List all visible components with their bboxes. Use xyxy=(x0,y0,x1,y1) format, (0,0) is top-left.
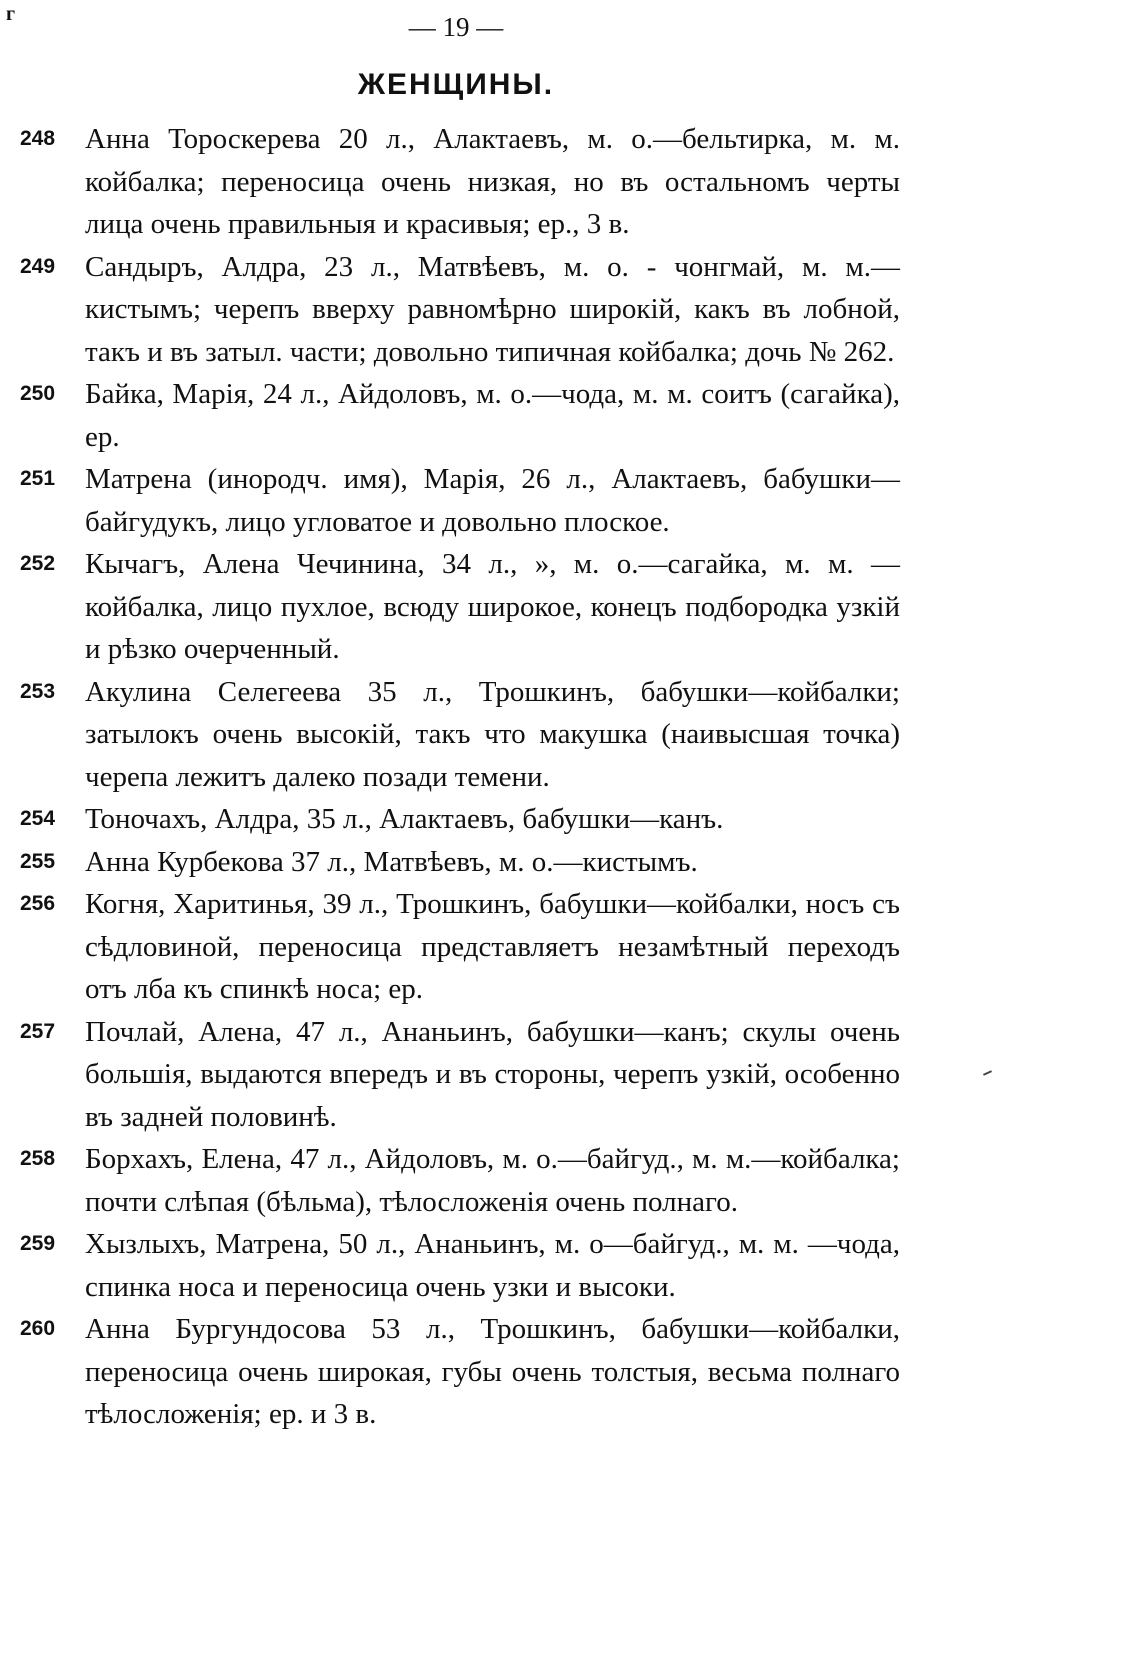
entry-number: 249 xyxy=(20,254,56,278)
entry-number: 259 xyxy=(20,1232,56,1255)
list-item xyxy=(0,373,1140,458)
entry-number: 258 xyxy=(20,1147,56,1170)
list-item xyxy=(0,543,1140,671)
list-item xyxy=(0,798,1140,841)
entry-text: Анна Бургундосова 53 л., Трошкинъ, бабушки—койбалки, переносица очень широкая, губы очень толстыя, весьма полнаго тѣлосложенія; ер. и 3 в. xyxy=(85,1313,900,1430)
entry-text: Матрена (инородч. имя), Марія, 26 л., Алактаевъ, бабушки—байгудукъ, лицо угловатое и довольно плоское. xyxy=(85,463,900,538)
list-item xyxy=(0,246,1140,374)
entry-text: Когня, Харитинья, 39 л., Трошкинъ, бабушки—койбалки, носъ съ сѣдловиной, переносица представляетъ незамѣтный переходъ отъ лба къ спинкѣ носа; ер. xyxy=(85,888,900,1005)
entry-number: 254 xyxy=(20,807,56,830)
list-item xyxy=(0,841,1140,884)
entry-text: Анна Курбекова 37 л., Матвѣевъ, м. о.—кистымъ. xyxy=(85,845,698,878)
list-item xyxy=(0,671,1140,799)
corner-mark: г xyxy=(6,3,16,25)
section-title: ЖЕНЩИНЫ. xyxy=(357,68,555,101)
entry-number: 255 xyxy=(20,849,56,873)
entry-text: Тоночахъ, Алдра, 35 л., Алактаевъ, бабушки—канъ. xyxy=(85,803,724,835)
list-item xyxy=(0,883,1140,1011)
list-item xyxy=(0,1138,1140,1223)
entry-text: Сандыръ, Алдра, 23 л., Матвѣевъ, м. о. - чонгмай, м. м.— кистымъ; черепъ вверху равномѣрно широкій, какъ въ лобной, такъ и въ затыл. части; довольно типичная койбалка; дочь № 262. xyxy=(85,250,900,368)
entry-text: Почлай, Алена, 47 л., Ананьинъ, бабушки—канъ; скулы очень большія, выдаются впередъ и въ стороны, черепъ узкій, особенно въ задней половинѣ. xyxy=(85,1015,900,1133)
entry-number: 250 xyxy=(20,382,56,405)
entry-text: Акулина Селегеева 35 л., Трошкинъ, бабушки—койбалки; затылокъ очень высокій, такъ что макушка (наивысшая точка) черепа лежитъ далеко позади темени. xyxy=(85,675,900,793)
entry-number: 253 xyxy=(20,679,56,703)
entry-number: 252 xyxy=(20,552,56,575)
list-item xyxy=(0,1011,1140,1139)
entry-number: 257 xyxy=(20,1019,56,1043)
entry-text: Хызлыхъ, Матрена, 50 л., Ананьинъ, м. о—байгуд., м. м. —чода, спинка носа и переносица очень узки и высоки. xyxy=(85,1228,900,1303)
entry-number: 260 xyxy=(20,1317,56,1340)
entry-number: 256 xyxy=(20,892,56,915)
entry-list xyxy=(0,118,1140,1436)
page-number: — 19 — xyxy=(408,12,504,42)
entry-text: Борхахъ, Елена, 47 л., Айдоловъ, м. о.—байгуд., м. м.—койбалка; почти слѣпая (бѣльма), тѣлосложенія очень полнаго. xyxy=(85,1143,900,1218)
entry-number: 248 xyxy=(20,127,56,150)
entry-text: Анна Тороскерева 20 л., Алактаевъ, м. о.—бельтирка, м. м. койбалка; переносица очень низкая, но въ остальномъ черты лица очень правильныя и красивыя; ер., 3 в. xyxy=(85,123,900,240)
list-item xyxy=(0,1308,1140,1436)
list-item xyxy=(0,1223,1140,1308)
entry-text: Байка, Марія, 24 л., Айдоловъ, м. о.—чода, м. м. соитъ (сагайка), ер. xyxy=(85,378,900,453)
entry-text: Кычагъ, Алена Чечинина, 34 л., », м. о.—сагайка, м. м. —койбалка, лицо пухлое, всюду широкое, конецъ подбородка узкій и рѣзко очерченный. xyxy=(85,548,900,665)
entry-number: 251 xyxy=(20,467,56,490)
list-item xyxy=(0,118,1140,246)
list-item xyxy=(0,458,1140,543)
